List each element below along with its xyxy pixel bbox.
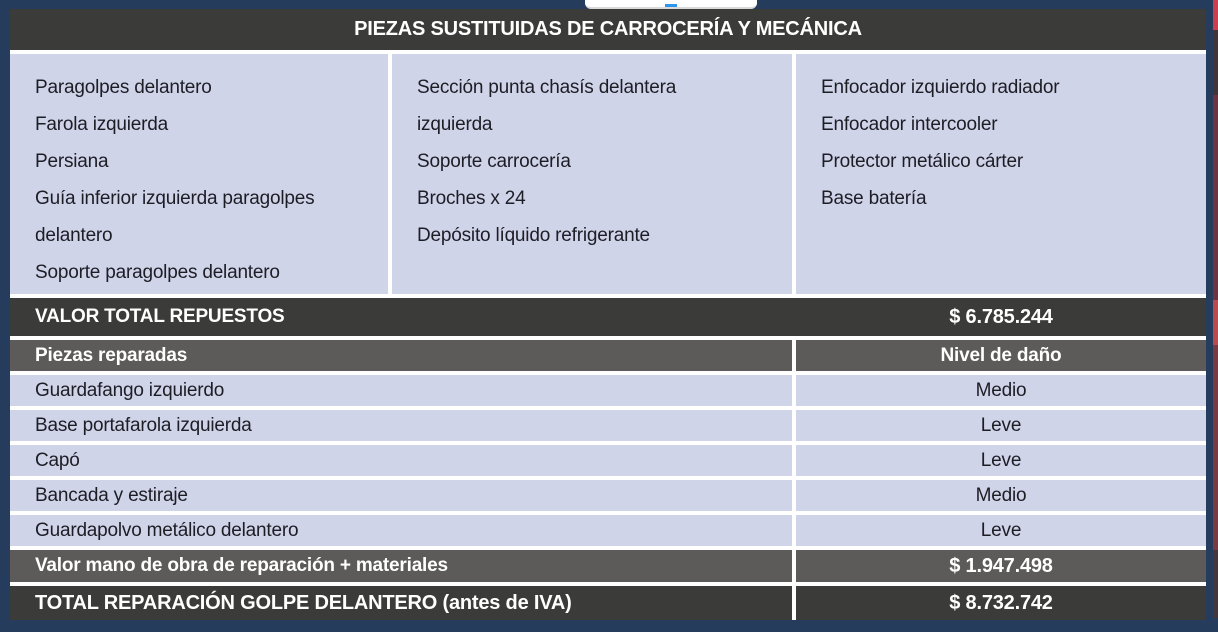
repaired-part-name: Bancada y estiraje: [10, 480, 792, 511]
part-item: Depósito líquido refrigerante: [417, 225, 650, 247]
part-item: Enfocador intercooler: [821, 114, 998, 136]
table-row: [10, 445, 1206, 476]
blue-dash-icon: [665, 4, 677, 7]
total-parts-row: [10, 298, 1206, 336]
cropped-tab-remnant: [585, 0, 757, 9]
part-item: Paragolpes delantero: [35, 77, 212, 99]
part-item: Persiana: [35, 151, 109, 173]
table-row: [10, 515, 1206, 546]
repaired-header-row: [10, 340, 1206, 371]
table-title: PIEZAS SUSTITUIDAS DE CARROCERÍA Y MECÁNICA: [10, 9, 1206, 50]
labor-cost-value: $ 1.947.498: [796, 550, 1206, 582]
repaired-header-label: Piezas reparadas: [10, 340, 792, 371]
damage-level-value: Medio: [796, 375, 1206, 406]
replaced-parts-column-1: [10, 54, 388, 294]
damage-level-value: Leve: [796, 410, 1206, 441]
labor-cost-label: Valor mano de obra de reparación + materiales: [10, 550, 792, 582]
page-edge-red-strip: [1213, 0, 1218, 632]
replaced-parts-panel: [10, 54, 1206, 294]
damage-level-value: Medio: [796, 480, 1206, 511]
part-item: Protector metálico cárter: [821, 151, 1023, 173]
repaired-part-name: Capó: [10, 445, 792, 476]
part-item: Guía inferior izquierda paragolpes delantero: [35, 188, 315, 247]
part-item: Soporte paragolpes delantero: [35, 262, 280, 284]
damage-level-value: Leve: [796, 445, 1206, 476]
damage-level-value: Leve: [796, 515, 1206, 546]
replaced-parts-column-3: [796, 54, 1206, 294]
part-item: Farola izquierda: [35, 114, 169, 136]
total-parts-label: VALOR TOTAL REPUESTOS: [35, 306, 285, 327]
damage-level-header: Nivel de daño: [796, 340, 1206, 371]
replaced-parts-column-2: [392, 54, 792, 294]
repaired-part-name: Guardapolvo metálico delantero: [10, 515, 792, 546]
repair-cost-table: [10, 9, 1206, 620]
labor-cost-row: [10, 550, 1206, 582]
grand-total-row: [10, 586, 1206, 620]
part-item: Sección punta chasís delantera izquierda: [417, 77, 677, 136]
part-item: Soporte carrocería: [417, 151, 571, 173]
grand-total-label: TOTAL REPARACIÓN GOLPE DELANTERO (antes de IVA): [10, 586, 792, 620]
table-row: [10, 410, 1206, 441]
total-parts-value: $ 6.785.244: [949, 305, 1053, 328]
repaired-part-name: Base portafarola izquierda: [10, 410, 792, 441]
repaired-part-name: Guardafango izquierdo: [10, 375, 792, 406]
table-row: [10, 480, 1206, 511]
part-item: Enfocador izquierdo radiador: [821, 77, 1060, 99]
part-item: Broches x 24: [417, 188, 526, 210]
part-item: Base batería: [821, 188, 927, 210]
grand-total-value: $ 8.732.742: [796, 586, 1206, 620]
table-row: [10, 375, 1206, 406]
